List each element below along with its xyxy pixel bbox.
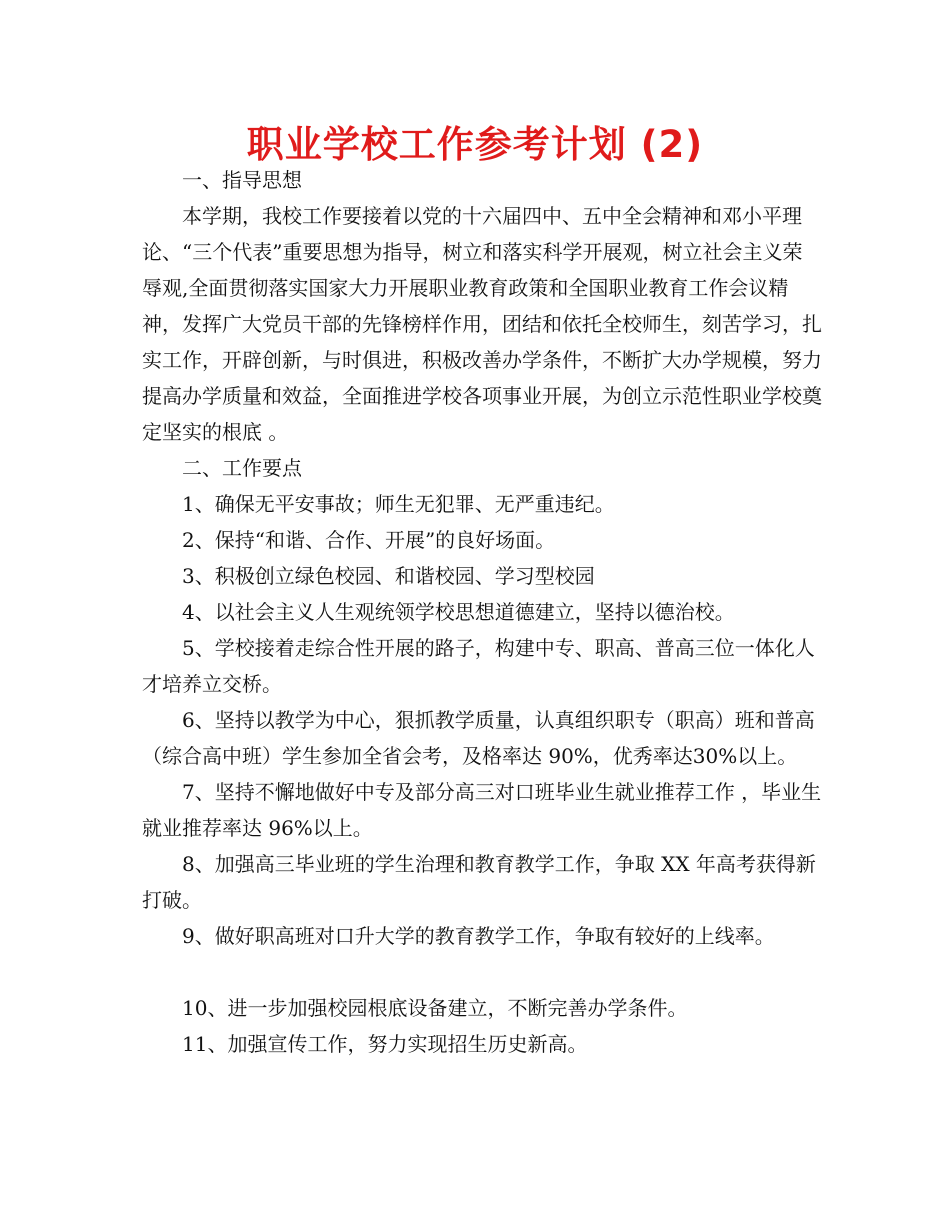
section-heading-guiding-thought: 一、指导思想 bbox=[182, 168, 302, 192]
work-point-2: 2、保持“和谐、合作、开展”的良好场面。 bbox=[182, 528, 556, 552]
work-point-3: 3、积极创立绿色校园、和谐校园、学习型校园 bbox=[182, 564, 595, 588]
work-point-11: 11、加强宣传工作，努力实现招生历史新高。 bbox=[182, 1032, 588, 1056]
document-body bbox=[142, 162, 822, 1062]
section-heading-work-points: 二、工作要点 bbox=[182, 456, 302, 480]
work-point-9: 9、做好职高班对口升大学的教育教学工作，争取有较好的上线率。 bbox=[182, 924, 775, 948]
work-point-4: 4、以社会主义人生观统领学校思想道德建立，坚持以德治校。 bbox=[182, 600, 735, 624]
work-point-10: 10、进一步加强校园根底设备建立，不断完善办学条件。 bbox=[182, 996, 688, 1020]
work-point-5: 5、学校接着走综合性开展的路子，构建中专、职高、普高三位一体化人才培养立交桥。 bbox=[142, 636, 815, 696]
work-point-6: 6、坚持以教学为中心，狠抓教学质量，认真组织职专（职高）班和普高（综合高中班）学生参加全省会考，及格率达 90%，优秀率达30%以上。 bbox=[142, 708, 815, 768]
work-point-1: 1、确保无平安事故；师生无犯罪、无严重违纪。 bbox=[182, 492, 615, 516]
document-title: 职业学校工作参考计划 (2) bbox=[246, 123, 704, 166]
blank-line bbox=[142, 954, 822, 990]
paragraph-guiding-thought: 本学期，我校工作要接着以党的十六届四中、五中全会精神和邓小平理论、“三个代表”重要思想为指导，树立和落实科学开展观，树立社会主义荣辱观,全面贯彻落实国家大力开展职业教育政策和全国职业教育工作会议精神，发挥广大党员干部的先锋榜样作用，团结和依托全校师生，刻苦学习，扎实工作，开辟创新，与时俱进，积极改善办学条件，不断扩大办学规模，努力提高办学质量和效益，全面推进学校各项事业开展，为创立示范性职业学校奠定坚实的根底 。 bbox=[142, 204, 822, 444]
work-point-7: 7、坚持不懈地做好中专及部分高三对口班毕业生就业推荐工作 ，毕业生就业推荐率达 96%以上。 bbox=[142, 780, 822, 840]
work-point-8: 8、加强高三毕业班的学生治理和教育教学工作，争取 XX 年高考获得新打破。 bbox=[142, 852, 816, 912]
